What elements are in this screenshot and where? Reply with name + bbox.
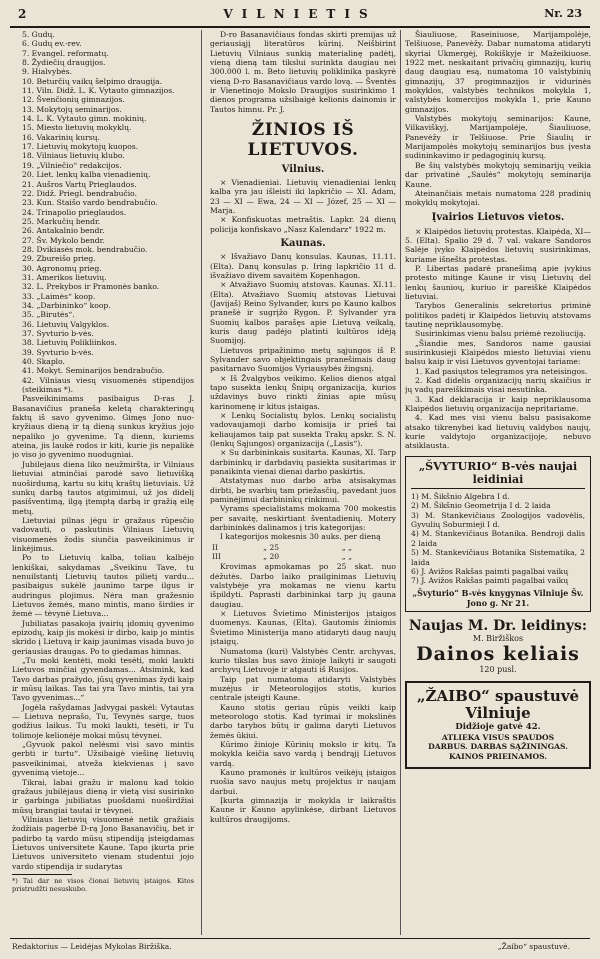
advert-book: 5) M. Stankevičiaus Botanika Sistematika, 2 laida: [411, 548, 585, 567]
list-item: 7. Evangel. reformatų.: [22, 48, 109, 58]
list-item: 9. Hialvybės.: [22, 67, 72, 77]
table-cell: II: [212, 542, 218, 552]
article-paragraph: D-ro Basanavičiaus fondas skirti premijas už geriausiąjį literatūros kūrinį. Neišbirint Lietuvių Vilniaus sunkią materialinę padėtį, vieną dieną tam tikslui surinkta daugiau nei 300.000 l. m. Beto lietuvių poliklinika paskyrė vieną D-ro Basanavičiaus vardo lovą. — Šventės ir Vienetinojo Mokslo Draugijos susirinkimo 1 dienos programa užsibaigė kelionis dainomis ir Tautos himnu. Pr. J.: [210, 30, 396, 114]
news-item: × Lenkų Socialistų bylos. Lenkų socialistų vadovaujamoji darbo komisija ir prieš tai keliaujamos taip pat susekta Trakų apskr. S. N. (lenkų Sąjungos) organizacija („Lasis“).: [210, 411, 396, 449]
list-item: 37. Syvturio b-vės.: [22, 329, 94, 338]
news-item: I kategorijos mokesnis 30 auks. per dieną: [220, 532, 381, 542]
list-item: 41. Mokyt. Seminarijos bendrabučio.: [22, 366, 165, 376]
list-item: 39. Syvturio b-vės.: [22, 347, 94, 357]
article-paragraph: Valstybės mokytojų seminarijos: Kaune, Vilkaviškyj, Marijampolėje, Šiauliuose, Panevėžy ir Telšiuose. Prie Šiaulių ir Marijampolės mokytojų seminarijos bus įvesta sudininkavimo ir pedagoginių kursų.: [405, 114, 591, 161]
article-paragraph: Pasveikinimams pasibaigus D-ras J. Basanavičius praneša keletą charakteringų faktų iš savo gyvenimo. Gimęs Jono nuo-kryžiaus dieną ir tą dieną sunkus kryžius jojo nepaliko jo gyvenime. Tą dienn, kuriems ateina, jis laukė rodos ir kiti, kurie jis nepalikė jo viso jo gyvenimo nuodugniai.: [12, 394, 194, 460]
article-paragraph: Vilniaus lietuvių visuomenė netik gražiais žodžiais pagerbė D-rą Jono Basanavičių, bet ir padirbo tą vardo mūsų stipendiją įsteigdamas Lietuvos universitete Kaune. Tapo įkurta prie Lietuvos universiteto vienam studentui jojo vardo stipendija ir sudarytas: [12, 814, 194, 871]
article-paragraph: Jubiliatas pasakoja įvairių įdomių gyvenimo epizodų, kaip jis mokėsi ir dirbo, kaip jo mintis skrido į Lietuvą ir kaip jaunimas visada buvo jo geriausias draugas. Po to giedamas himnas.: [12, 618, 194, 656]
table-cell: „ 20: [263, 552, 280, 562]
article-paragraph: Šiauliuose, Raseiniuose, Marijampolėje, Telšiuose, Panevėžy. Dabar numatoma atidaryti skyriai Ukmergėj, Rokiškyje ir Mažeikiuose. 1922 met. neskaitant privačių gimnazijų, kurių daug daugiau esą, numatoma 10 valstybinių gimnazijų, 37 progimnazijos ir vidurinės mokyklos, valstybės technikos mokykla 1, valstybės komercijos mokykla 1, prie Kauno gimnazijos.: [405, 30, 591, 114]
article-paragraph: „Gyvuok pakol nelėsmi visi savo mintis gerbti ir turtu“. Užsibaigė viešinę lietuvių pasveikinimai, atveža kiekvienas į savo gyvenimą vietoje...: [12, 740, 194, 778]
article-paragraph: Jubilejaus diena liko neužmiršta, ir Vilniaus lietuviai atminčiai parodė savo lietuvišką nuoširdumą, kartu su kitų kraštų lietuviais. Už sunkų darbą tautos atgimimui, už jos didelį pasišventimą, ilgą įtemptą darbą ir gražią eilę metų.: [12, 459, 194, 516]
article-paragraph: Po to Lietuvių kalba, toliau kalbėjo lenkiškai, sakydamas „Sveikinu Tave, tu nenuilstantį Lietuvių tautos pilietį vardu... pasibaigus sukėlė jaunimo tarpe ilgus ir audringus plojimus. Nėra man gražesnio Lietuvos žemės, mano mintis, mano širdies ir žemė — tėvynė Lietuva...: [12, 553, 194, 619]
advert-author: M. Biržiškos: [472, 633, 524, 643]
footnote: *) Tai dar ne visos čionai lietuvių įstaigos. Kitos pristrudžti nesuskubo.: [12, 876, 194, 893]
list-item: 38. Lietuvių Polikliinkos.: [22, 338, 117, 348]
table-cell: „ 25: [263, 542, 280, 552]
article-paragraph: „Tu moki kentėti, moki tesėti, moki laukti Lietuvos minčiai gyvendamas... Atsimink, kad Tavo darbas pražydo, jūsų gyvenimas žydi kaip ir mūsų laikas. Tas tai yra Tavo mintis, tai yra Tavo gyvenimas...“: [12, 656, 194, 703]
newspaper-title: VILNIETIS: [223, 7, 377, 21]
advert-title: „ŠVYTURIO“ B-vės naujai leidiniai: [411, 460, 585, 489]
list-item: 12. Švenčionių gimnazijos.: [22, 95, 125, 105]
news-item: 4. Kad mes visi vienu balsu pasisakome atsako tikrenybei kad lietuvių valdybos naujų, kurie valdytojo organizacijoje, nebuvo atsiklausta.: [405, 413, 591, 451]
list-item: 11. Viln. Didž. L. K. Vytauto gimnazijos.: [22, 86, 175, 96]
table-cell: III: [212, 552, 221, 562]
news-item: „Šiandie mes, Sandoros name gausiai susirinkusieji Klaipėdos miesto lietuviai vienu balsu kaip ir visi Lietuvos gyventojai tariame:: [405, 338, 591, 367]
news-item: × Lietuvos Švietimo Ministerijos įstaigos duomenys. Kaunas, (Elta). Gautomis žiniomis Švietimo Ministerija mano atidaryti daug naujų įstaigų.: [210, 609, 396, 647]
advert-printer-name: „ŽAIBO“ spaustuvė Vilniuje: [416, 686, 580, 722]
news-item: × Iš Žvalgybos veikimo. Kelios dienos atgal tapo susekta lenkų Šnipų organizacija, kurios uždavinys buvo rinkti žinias apie mūsų karinomenę ir kitus įstaigas.: [210, 373, 396, 411]
article-paragraph: Jogėla rašydamas Jadvygai paskėl: Vytautas — Lietuva neprašo, Tu, Tevynės sarge, tuos godžius laikus. Tu moki laukti, tesėti, ir Tu tolimoje kelionėje mokai mūsų tėvynei.: [12, 702, 194, 740]
article-paragraph: Lietuviai pilnas jėgu ir gražaus rūpesčio vadovauti, o paskutinis Vilniaus Lietuvių visuomenės žodis siunčia pasveikinimus ir linkėjimus.: [12, 515, 194, 553]
list-item: 17. Lietuvių mokytojų kuopos.: [22, 142, 139, 152]
news-item: Vyrams specialistams mokama 700 mokestis per savaitę, neskirtiant šventadienių. Motery darbininkės dalinamos į tris kategorijas:: [210, 504, 396, 533]
institution-list: [12, 30, 194, 394]
advert-footer: „Švyturio“ B-vės knygynas Vilniuje Šv. Jono g. Nr 21.: [412, 587, 584, 608]
news-item: 2. Kad didelis organizacijų narių skaičius ir jų vadų pareiškimais visai nesutinka.: [405, 376, 591, 395]
list-item: 34. „Darbininko“ koop.: [22, 300, 111, 310]
section-heading: ŽINIOS IŠ LIETUVOS.: [247, 120, 359, 161]
list-item: 32. L. Prekybos ir Pramonės banko.: [22, 282, 160, 292]
advert-address: Didžioje gatvė 42.: [455, 721, 541, 732]
advert-book: 7) J. Avižos Rakšas paimti pagalbai vaikų: [411, 576, 569, 586]
column-middle: [210, 30, 396, 928]
news-item: Įkurta gimnazija ir mokykla ir laikraštis Kaune ir Kauno apylinkėse, dirbant Lietuvos kultūros draugijoms.: [210, 796, 396, 824]
list-item: 29. Zbureišo prieg.: [22, 254, 96, 264]
list-item: 40. Skaplo.: [22, 357, 65, 367]
news-item: Atstatymas nuo darbo arba atsisakymas dirbti, be svarbių tam priežasčių, pavedant juos paminėjimui darbininkų rinkimui.: [210, 476, 396, 505]
article-paragraph: Tikrai, labai gražu ir malonu kad tokio gražaus jubilėjaus dieną ir vietą visi susirinko ir garbinga jubiliatas puošdami nuoširdžiai mūsų brangiai tautai ir tėvynei.: [12, 777, 194, 815]
news-item: Kauno pramonės ir kultūros veikėjų įstaigos ruošia savo naujus metų projektus ir naujam darbui.: [210, 767, 396, 796]
news-item: × Konfiskuotas metraštis. Lapkr. 24 dienų policija konfiskavo „Nasz Kalendarz“ 1922 m.: [210, 215, 396, 234]
article-paragraph: Ateinančiais metais numatoma 228 pradinių mokyklų mokytojai.: [405, 188, 591, 208]
article-paragraph: Be šių valstybės mokytojų seminarijų veikia dar privatinė „Saulės“ mokytojų seminarija Kaune.: [405, 160, 591, 189]
advert-caption: ATLIEKA VISUS SPAUDOS: [441, 732, 555, 742]
list-item: 6. Gudų ev.-rev.: [22, 39, 82, 49]
list-item: 27. Šv. Mykolo bendr.: [22, 235, 105, 245]
news-item: Krovimas apmokamas po 25 skat. nuo dėžutės. Darbo laiko prailginimas Lietuvių valstybėje yra mokamas ne vienu kartu išpildyti. Paprasti darbininkai tarp jų gauna daugiau.: [210, 562, 396, 609]
list-item: 16. Vakarinių kursų.: [22, 132, 100, 142]
footnote-rule: [12, 874, 72, 875]
advert-book-title: Dainos keliais: [416, 642, 580, 665]
news-item: 3. Kad deklaracija ir kaip nepriklausoma Klaipėdos lietuvių organizacija nepritariame.: [405, 394, 591, 414]
list-item: 24. Trinapolio prieglaudos.: [22, 207, 127, 217]
table-row: [210, 552, 396, 561]
new-publication-advert: [405, 618, 591, 675]
table-cell: „ „: [341, 552, 353, 562]
svyturio-books-advert: [405, 456, 591, 612]
news-item: Tarybos Generalinis sekretorius priminė politikos padėtį ir Klaipėdos lietuvių atstovams tautinę nepriklausomybę.: [405, 301, 591, 329]
page-number: 2: [18, 7, 27, 21]
column-divider: [400, 30, 401, 935]
page-footer: [10, 938, 590, 955]
list-item: 8. Žydiečių draugijos.: [22, 58, 106, 68]
advert-book: 3) M. Stankevičiaus Zoologijos vadovėlis, Gyvulių Soburmieji I d.: [411, 510, 585, 529]
advert-caption: DARBUS. DARBAS SĄŽININGAS. KAINOS PRIEINAMOS.: [428, 742, 568, 762]
advert-book: 6) J. Avižos Rakšas paimti pagalbai vaikų: [411, 567, 569, 577]
news-item: P. Libertas padarė pranešimą apie įvykius protesto mitinge Kaune ir visų Lietuvių del lenkų šaunioų, kuriuo ir pareiškė Klaipėdos lietuviai.: [405, 263, 591, 301]
table-row: [210, 543, 396, 552]
zaibo-printing-advert: [405, 681, 591, 769]
news-item: Kauno stotis geriau rūpis veikti kaip meteorologo stotis. Kad tyrimai ir mokslinės darbo tarybos būtų ir galima daryti Lietuvos žemės ūkiui.: [210, 702, 396, 740]
list-item: 35. „Birutės“.: [22, 310, 75, 320]
advert-headline: Naujas M. Dr. leidinys:: [408, 617, 588, 634]
list-item: 13. Mokytojų seminarijos.: [22, 104, 122, 114]
news-item: Kūrimo žinioje Kūrinių mokslo ir kitų. Ta mokykla keičia savo vardą į bendrąjį Lietuvos vardą.: [210, 739, 396, 768]
list-item: 10. Beturčių vaikų šelpimo draugija.: [22, 76, 163, 86]
city-heading-kaunas: Kaunas.: [280, 238, 326, 250]
list-item: 19. „Vilniečio“ redakcijos.: [22, 160, 122, 170]
page-header: [10, 4, 590, 28]
news-item: × Klaipėdos lietuvių protestas. Klaipėda, XI—5. (Elta). Spalio 29 d. 7 val. vakare Sandoros Salėje įvyko Klaipėdos lietuvių susirinkimas, kuriame išnešta protestas.: [405, 226, 591, 264]
news-item: × Vienadieniai. Lietuvių vienadieniai lenkų kalba yra jau išleisti iki lapkričio — XI. Adam, 23 — XI — Ewa, 24 — XI — Józef, 25 — XI — Marja.: [210, 178, 396, 216]
table-cell: „ „: [341, 542, 353, 552]
news-item: × Su darbininkais susitarta. Kaunas, XI. Tarp darbininkų ir darbdavių pasiekta susitarimas ir panaikinta vienai dienai darbo paskirtis.: [210, 448, 396, 477]
advert-pages: 120 pusl.: [479, 664, 517, 674]
issue-number: Nr. 23: [544, 7, 582, 20]
news-item: Numatoma (kuri) Valstybės Centr. archyvas, kurio tikslas bus savo žinioje laikyti ir saugoti archyvų Lietuvoje ir atgauti iš Rusijos.: [210, 646, 396, 675]
advert-book: 2) M. Šikšnio Geometrija I d. 2 laida: [411, 501, 551, 511]
printer-credit: „Žaibo“ spaustuvė.: [497, 942, 570, 951]
city-heading-vilnius: Vilnius.: [281, 164, 325, 176]
column-divider: [201, 30, 202, 935]
list-item: 14. L. K. Vytauto gimn. mokinių.: [22, 114, 147, 124]
news-item: 1. Kad pasiųstos telegramos yra neteisingos.: [415, 366, 588, 376]
advert-book: 4) M. Stankevičiaus Botanika. Bendroji dalis 2 laida: [411, 529, 585, 548]
editor-credit: Redaktorius — Leidėjas Mykolas Biržiška.: [12, 942, 172, 951]
list-item: 23. Kun. Staišo vardo bendrabučio.: [22, 198, 158, 208]
list-item: 21. Aušros Vartų Prieglaudos.: [22, 179, 137, 189]
news-item: Susirinkimas vienu balsu priėmė rezoliuciją.: [415, 329, 586, 339]
list-item: 28. Dvikiasės mok. bendrabučio.: [22, 244, 148, 254]
list-item: 33. „Laimės“ koop.: [22, 291, 96, 301]
news-item: × Atvažiavo Suomių atstovas. Kaunas. XI.11. (Elta). Atvažiavo Suomių atstovas Lietuvai (Javijaš) Reino Sylvander, kurs po Kauno kalbos pranešė ir sugrįžo Rygon. P. Sylvander yra Suomių kalbos parašęs apie Lietuvą veikalą, kuris daug padėjo platinti kultūros idėją Suomijoj.: [210, 280, 396, 346]
column-right: [405, 30, 591, 928]
list-item: 20. Liet. lenkų kalba vienadienių.: [22, 170, 151, 180]
column-left: [12, 30, 194, 928]
news-item: × Išvažiavo Danų konsulas. Kaunas, 11.11. (Elta). Danų konsulas p. Iring lapkričio 11 d. išvažiavo divem savaitėm Kopenhagon.: [210, 252, 396, 280]
list-item: 36. Lietuvių Valgyklos.: [22, 319, 110, 329]
list-item: 31. Amerikos lietuvių.: [22, 272, 107, 282]
list-item: 25. Markučių bendr.: [22, 216, 101, 226]
list-item: 42. Vilniaus viesų visuomenės stipendijos (steikimas *).: [22, 375, 194, 395]
list-item: 5. Gudų.: [22, 30, 55, 39]
list-item: 18. Vilniaus lietuvių klubo.: [22, 151, 125, 161]
list-item: 15. Miesto lietuvių mokyklų.: [22, 123, 132, 133]
list-item: 30. Agronomų prieg.: [22, 263, 102, 273]
news-item: Lietuvos pripažinimo metų sąjungos iš P. Sylvander savo objektingais pranešimais daug pasitarnavo Suomijos Vyriausybės žingsnį.: [210, 345, 396, 374]
wage-category-table: [210, 543, 396, 562]
list-item: 22. Didž. Priegl. bendrabučio.: [22, 188, 138, 198]
advert-book: 1) M. Šikšnio Algebra I d.: [411, 491, 510, 501]
news-item: Taip pat numatoma atidaryti Valstybės muzėjus ir Meteorologijos stotis, kurios centrale įsteigti Kaune.: [210, 674, 396, 703]
section-subheading: Įvairios Lietuvos vietos.: [431, 211, 565, 223]
list-item: 26. Antakalnio bendr.: [22, 226, 105, 236]
